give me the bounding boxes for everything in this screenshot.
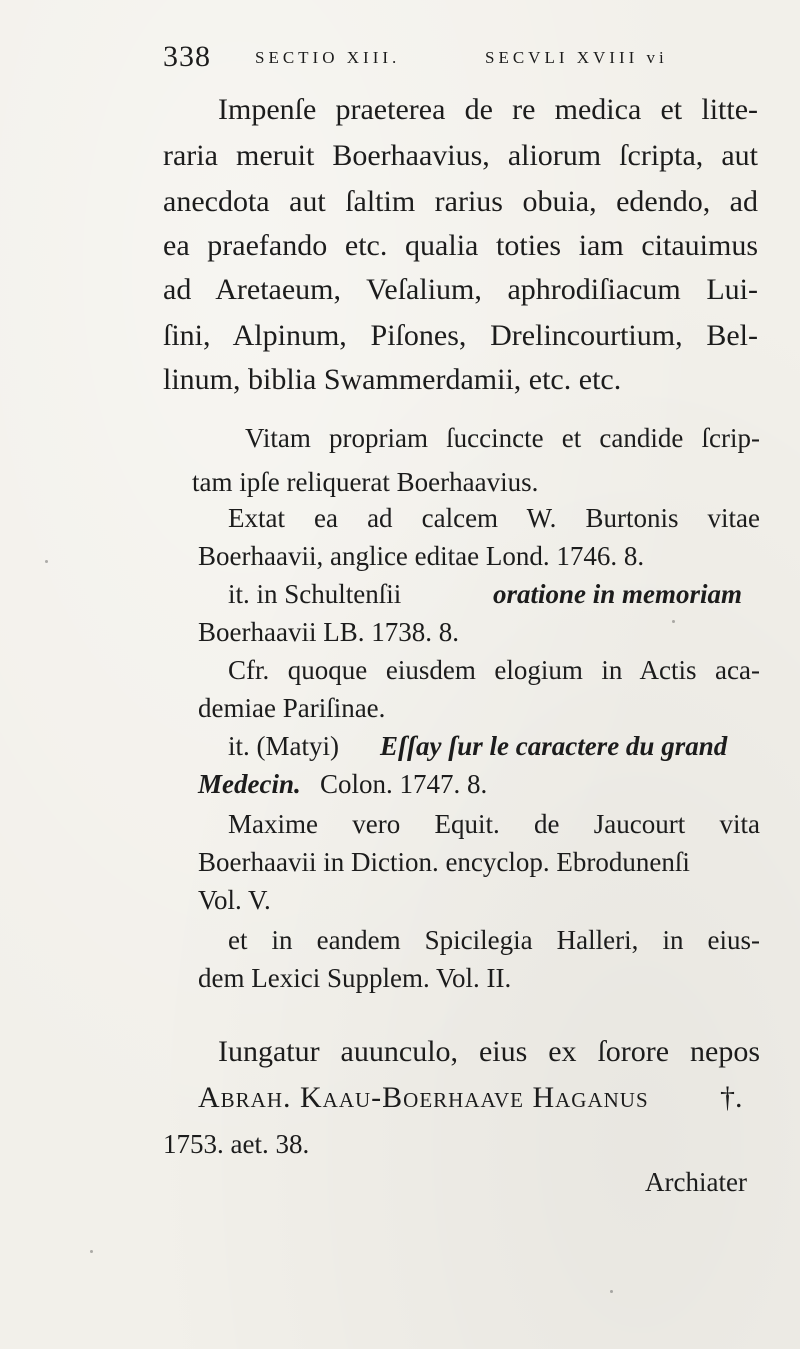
name-line: Abrah. Kaau-Boerhaave Haganus	[198, 1081, 649, 1114]
italic-title: Medecin.	[198, 769, 301, 799]
text-line: ad Aretaeum, Veſalium, aphrodiſiacum Lui-	[163, 273, 758, 306]
text-line: Vol. V.	[198, 885, 271, 915]
italic-title: oratione in memoriam	[493, 579, 743, 609]
text-line: Extat ea ad calcem W. Burtonis vitae	[228, 503, 760, 533]
text-line: tam ipſe reliquerat Boerhaavius.	[192, 467, 539, 497]
text-line: linum, biblia Swammerdamii, etc. etc.	[163, 363, 622, 396]
text-line: Boerhaavii, anglice editae Lond. 1746. 8.	[198, 541, 645, 571]
paper-speck	[45, 560, 48, 563]
text-line: Colon. 1747. 8.	[320, 769, 488, 799]
catchword: Archiater	[645, 1167, 747, 1197]
paper-speck	[610, 1290, 613, 1293]
text-line: Maxime vero Equit. de Jaucourt vita	[228, 809, 760, 839]
text-line: Iungatur auunculo, eius ex ſorore nepos	[218, 1035, 760, 1068]
text-line: Impenſe praeterea de re medica et litte-	[218, 93, 758, 126]
text-line: it. (Matyi)	[228, 731, 339, 761]
text-line: dem Lexici Supplem. Vol. II.	[198, 963, 512, 993]
text-line: raria meruit Boerhaavius, aliorum ſcripta, aut	[163, 139, 758, 172]
text-line: ea praefando etc. qualia toties iam citauimus	[163, 229, 758, 262]
text-line: ſini, Alpinum, Piſones, Drelincourtium, Bel-	[163, 319, 758, 352]
text-line: 1753. aet. 38.	[163, 1129, 310, 1159]
paper-speck	[90, 1250, 93, 1253]
text-line: Cfr. quoque eiusdem elogium in Actis aca-	[228, 655, 760, 685]
page-header	[163, 40, 763, 80]
running-head-section: SECTIO XIII.	[255, 48, 401, 67]
text-line: demiae Pariſinae.	[198, 693, 386, 723]
page-number: 338	[163, 40, 211, 73]
text-line: et in eandem Spicilegia Halleri, in eius-	[228, 925, 760, 955]
dagger-mark: †.	[720, 1081, 743, 1114]
text-line: anecdota aut ſaltim rarius obuia, edendo, ad	[163, 185, 758, 218]
running-head-century: SECVLI XVIII vi	[485, 48, 668, 67]
text-line: Boerhaavii LB. 1738. 8.	[198, 617, 459, 647]
paper-speck	[672, 620, 675, 623]
italic-title: Eſſay ſur le caractere du grand	[380, 731, 728, 761]
text-line: Vitam propriam ſuccincte et candide ſcrip-	[245, 423, 760, 453]
text-line: Boerhaavii in Diction. encyclop. Ebrodunenſi	[198, 847, 690, 877]
text-line: it. in Schultenſii	[228, 579, 402, 609]
